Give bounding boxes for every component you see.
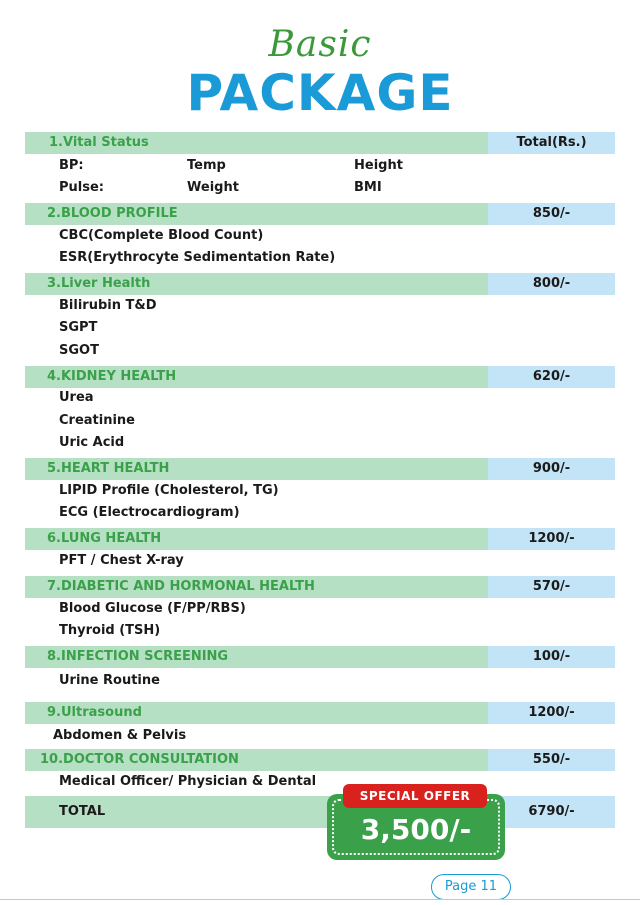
special-offer-badge — [327, 784, 505, 862]
total-label: TOTAL — [25, 796, 488, 828]
vital-temp: Temp — [187, 158, 226, 173]
page-number: Page 11 — [431, 874, 511, 900]
vital-bp: BP: — [59, 158, 84, 173]
section-name: 7.DIABETIC AND HORMONAL HEALTH — [25, 576, 488, 598]
section-header-liver-health — [25, 273, 615, 295]
total-row — [25, 796, 615, 828]
list-item: Thyroid (TSH) — [59, 623, 161, 638]
section-price: 1200/- — [488, 702, 615, 724]
section-price: 100/- — [488, 646, 615, 668]
list-item: CBC(Complete Blood Count) — [59, 228, 264, 243]
list-item: ECG (Electrocardiogram) — [59, 505, 240, 520]
section-price: 620/- — [488, 366, 615, 388]
list-item: Urea — [59, 390, 94, 405]
list-item: Creatinine — [59, 413, 135, 428]
list-item: Uric Acid — [59, 435, 125, 450]
footer-divider — [0, 899, 640, 900]
list-item: Medical Officer/ Physician & Dental — [59, 774, 317, 789]
page-title: PACKAGE — [186, 64, 454, 122]
vital-bmi: BMI — [354, 180, 382, 195]
section-name: 10.DOCTOR CONSULTATION — [25, 749, 488, 771]
section-price: 900/- — [488, 458, 615, 480]
offer-price: 3,500/- — [360, 813, 472, 846]
special-offer-label: SPECIAL OFFER — [343, 784, 487, 808]
list-item: LIPID Profile (Cholesterol, TG) — [59, 483, 279, 498]
section-header-blood-profile — [25, 203, 615, 225]
vital-weight: Weight — [187, 180, 239, 195]
section-name: 6.LUNG HEALTH — [25, 528, 488, 550]
section-header-lung-health — [25, 528, 615, 550]
section-name: 5.HEART HEALTH — [25, 458, 488, 480]
section-price: 800/- — [488, 273, 615, 295]
section-header-doctor-consultation — [25, 749, 615, 771]
total-value: 6790/- — [488, 796, 615, 828]
price-column-header: Total(Rs.) — [488, 132, 615, 154]
section-header-ultrasound — [25, 702, 615, 724]
list-item: Bilirubin T&D — [59, 298, 157, 313]
script-title: Basic — [268, 24, 372, 65]
vital-height: Height — [354, 158, 403, 173]
list-item: SGPT — [59, 320, 98, 335]
vital-pulse: Pulse: — [59, 180, 104, 195]
section-header-infection-screening — [25, 646, 615, 668]
section-name: 1.Vital Status — [25, 132, 488, 154]
section-price: 1200/- — [488, 528, 615, 550]
list-item: PFT / Chest X-ray — [59, 553, 184, 568]
list-item: Urine Routine — [59, 673, 160, 688]
section-header-vital-status — [25, 132, 615, 154]
section-name: 3.Liver Health — [25, 273, 488, 295]
section-header-heart-health — [25, 458, 615, 480]
list-item: ESR(Erythrocyte Sedimentation Rate) — [59, 250, 336, 265]
list-item: Abdomen & Pelvis — [53, 728, 187, 743]
list-item: SGOT — [59, 343, 99, 358]
section-price: 570/- — [488, 576, 615, 598]
section-name: 8.INFECTION SCREENING — [25, 646, 488, 668]
section-name: 2.BLOOD PROFILE — [25, 203, 488, 225]
section-name: 9.Ultrasound — [25, 702, 488, 724]
list-item: Blood Glucose (F/PP/RBS) — [59, 601, 246, 616]
section-header-diabetic-hormonal-health — [25, 576, 615, 598]
section-name: 4.KIDNEY HEALTH — [25, 366, 488, 388]
section-price: 550/- — [488, 749, 615, 771]
section-price: 850/- — [488, 203, 615, 225]
section-header-kidney-health — [25, 366, 615, 388]
